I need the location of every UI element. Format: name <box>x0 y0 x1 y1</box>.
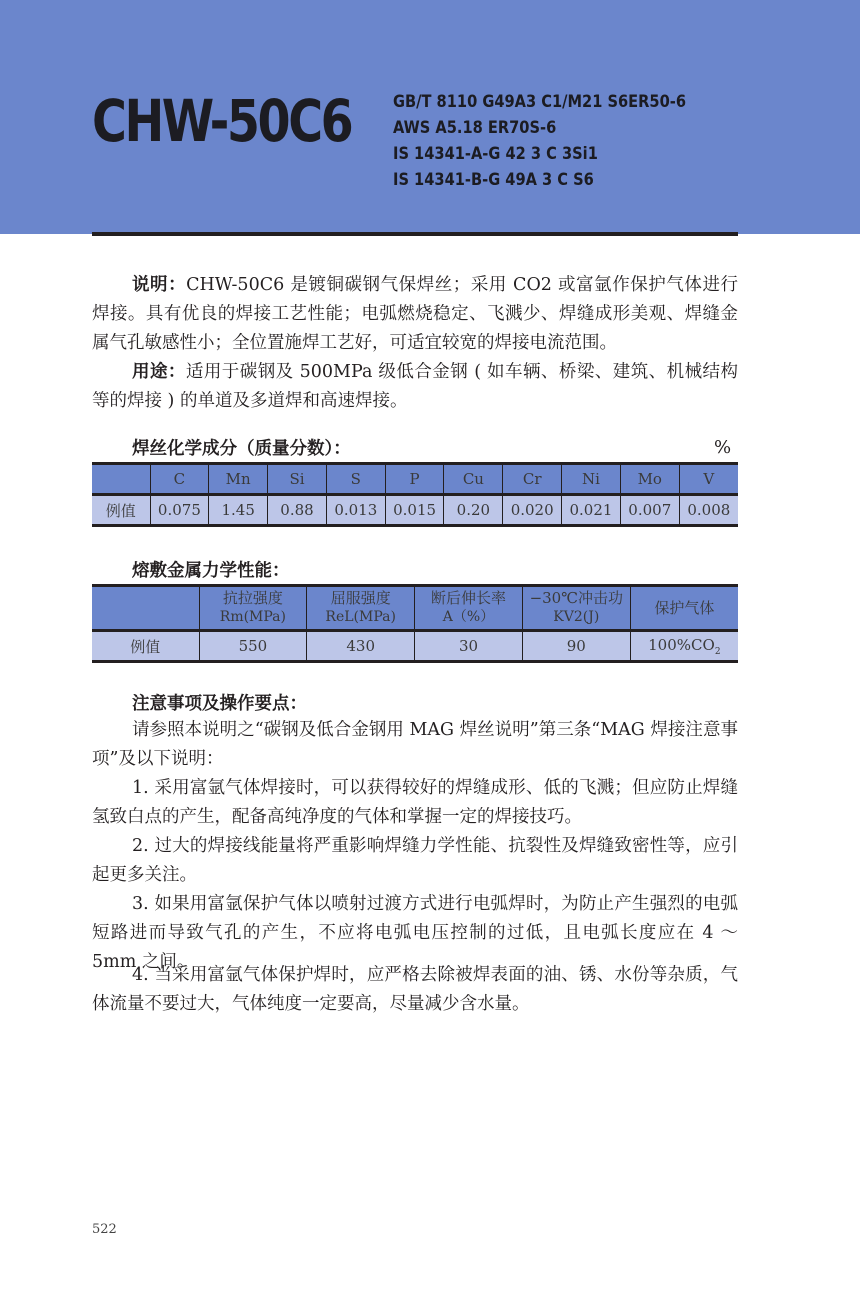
header-line: −30℃冲击功 <box>529 589 623 607</box>
description-label: 说明： <box>132 275 187 295</box>
table-cell: 0.007 <box>620 495 679 526</box>
header-banner <box>0 0 860 234</box>
standard-line: IS 14341-A-G 42 3 C 3Si1 <box>393 144 598 164</box>
table-cell: 430 <box>307 631 415 662</box>
gas-value: 100%CO <box>648 635 715 654</box>
gas-subscript: 2 <box>714 646 721 657</box>
table-header-cell <box>307 586 415 631</box>
table-cell: 0.013 <box>326 495 385 526</box>
usage-label: 用途： <box>132 362 186 382</box>
table-cell: 0.88 <box>268 495 327 526</box>
notes-item: 2. 过大的焊接线能量将严重影响焊缝力学性能、抗裂性及焊缝致密性等，应引起更多关注。 <box>92 836 738 885</box>
table-cell: 例值 <box>92 631 199 662</box>
table-cell: 0.015 <box>385 495 444 526</box>
page-number: 522 <box>92 1222 117 1237</box>
chemistry-table <box>92 462 738 527</box>
table-header-cell: C <box>150 464 209 495</box>
header-unit: Rm(MPa) <box>219 609 286 625</box>
table-cell: 90 <box>522 631 630 662</box>
mechanical-title: 熔敷金属力学性能： <box>132 561 290 581</box>
notes-item: 3. 如果用富氩保护气体以喷射过渡方式进行电弧焊时，为防止产生强烈的电弧短路进而导致气孔的产生，不应将电弧电压控制的过低，且电弧长度应在 4 ～ 5mm 之间。 <box>92 894 738 972</box>
notes-item: 4. 当采用富氩气体保护焊时，应严格去除被焊表面的油、锈、水份等杂质，气体流量不要过大，气体纯度一定要高，尽量减少含水量。 <box>92 965 738 1014</box>
table-header-cell: Cr <box>503 464 562 495</box>
description-paragraph <box>92 271 738 358</box>
description-text: CHW-50C6 是镀铜碳钢气保焊丝；采用 CO2 或富氩作保护气体进行焊接。具有优良的焊接工艺性能；电弧燃烧稳定、飞溅少、焊缝成形美观、焊缝金属气孔敏感性小；全位置施焊工艺好，可适宜较宽的焊接电流范围。 <box>92 275 738 353</box>
notes-intro: 请参照本说明之“碳钢及低合金钢用 MAG 焊丝说明”第三条“MAG 焊接注意事项”及以下说明： <box>92 720 738 769</box>
usage-text: 适用于碳钢及 500MPa 级低合金钢 ( 如车辆、桥梁、建筑、机械结构等的焊接 ) 的单道及多道焊和高速焊接。 <box>92 362 738 411</box>
table-header-cell: V <box>679 464 738 495</box>
table-header-cell <box>522 586 630 631</box>
table-cell: 例值 <box>92 495 150 526</box>
table-cell: 0.008 <box>679 495 738 526</box>
standards-list <box>393 89 686 193</box>
table-header-cell: Mo <box>620 464 679 495</box>
table-header-cell <box>92 464 150 495</box>
header-line: 抗拉强度 <box>222 589 283 607</box>
usage-paragraph <box>92 358 738 416</box>
header-divider <box>92 232 738 236</box>
notes-item: 1. 采用富氩气体焊接时，可以获得较好的焊缝成形、低的飞溅；但应防止焊缝氢致白点的产生，配备高纯净度的气体和掌握一定的焊接技巧。 <box>92 778 738 827</box>
table-header-cell <box>92 586 199 631</box>
chemistry-unit: % <box>714 437 732 458</box>
notes-title: 注意事项及操作要点： <box>132 694 307 714</box>
header-line: 屈服强度 <box>330 589 391 607</box>
table-header-cell <box>199 586 307 631</box>
header-unit: ReL(MPa) <box>325 609 396 625</box>
chemistry-value-row <box>92 495 738 526</box>
product-model-title: CHW-50C6 <box>92 87 352 155</box>
table-header-cell: P <box>385 464 444 495</box>
table-header-cell <box>630 586 738 631</box>
table-header-cell: Cu <box>444 464 503 495</box>
standard-line: IS 14341-B-G 49A 3 C S6 <box>393 170 594 190</box>
table-header-cell: Ni <box>562 464 621 495</box>
table-cell: 1.45 <box>209 495 268 526</box>
table-header-cell: Mn <box>209 464 268 495</box>
header-unit: KV2(J) <box>553 609 600 625</box>
mechanical-value-row <box>92 631 738 662</box>
standard-line: AWS A5.18 ER70S-6 <box>393 118 557 138</box>
table-cell: 0.021 <box>562 495 621 526</box>
mechanical-table <box>92 584 738 663</box>
table-cell: 0.20 <box>444 495 503 526</box>
table-cell: 30 <box>415 631 523 662</box>
table-header-cell: S <box>326 464 385 495</box>
header-line: 断后伸长率 <box>430 589 506 607</box>
table-cell: 550 <box>199 631 307 662</box>
table-cell <box>630 631 738 662</box>
standard-line: GB/T 8110 G49A3 C1/M21 S6ER50-6 <box>393 92 687 112</box>
table-header-cell: Si <box>268 464 327 495</box>
chemistry-title: 焊丝化学成分（质量分数）： <box>132 439 351 459</box>
table-header-cell <box>415 586 523 631</box>
chemistry-header-row <box>92 464 738 495</box>
header-line: 保护气体 <box>654 598 715 617</box>
mechanical-header-row <box>92 586 738 631</box>
table-cell: 0.020 <box>503 495 562 526</box>
table-cell: 0.075 <box>150 495 209 526</box>
header-unit: A（%） <box>442 609 495 625</box>
